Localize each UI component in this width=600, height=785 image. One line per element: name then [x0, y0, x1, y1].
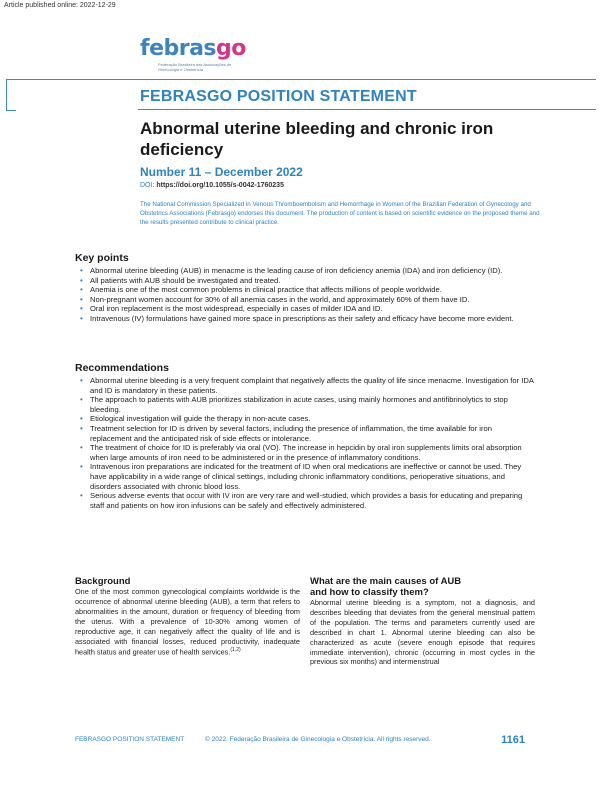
- header-bracket: [6, 79, 16, 111]
- recommendations-list: [75, 376, 535, 510]
- logo-subtitle: Federação Brasileira das Associações de Ginecologia e Obstetrícia: [158, 62, 232, 72]
- recommendations-heading: Recommendations: [75, 362, 169, 374]
- key-points-list: [75, 266, 535, 324]
- list-item: • Treatment selection for ID is driven by several factors, including the presence of inflammation, the time available for iron replacement and the anticipated risk of side effects or intolerance.: [75, 424, 535, 443]
- list-item: • Abnormal uterine bleeding (AUB) in menacme is the leading cause of iron deficiency anemia (IDA) and iron deficiency (ID).: [75, 266, 535, 276]
- logo-wordmark: febrasgo: [140, 36, 246, 61]
- causes-heading: What are the main causes of AUB and how to classify them?: [310, 576, 462, 598]
- background-column: [75, 576, 300, 658]
- issue-number: Number 11 – December 2022: [140, 165, 303, 179]
- list-item: • All patients with AUB should be investigated and treated.: [75, 276, 535, 286]
- citation-ref[interactable]: (1,2): [230, 647, 241, 654]
- page-footer: [75, 735, 525, 749]
- key-points-section: [75, 252, 535, 324]
- footer-copyright: © 2022. Federação Brasileira de Ginecologia e Obstetrícia. All rights reserved.: [205, 736, 431, 743]
- doi-link[interactable]: https://doi.org/10.1055/s-0042-1760235: [156, 182, 284, 189]
- list-item: • Etiological investigation will guide the therapy in non-acute cases.: [75, 414, 535, 424]
- list-item: • Non-pregnant women account for 30% of all anemia cases in the world, and approximately 60% of them have ID.: [75, 295, 535, 305]
- commission-statement: The National Commission Specialized in Venous Thromboembolism and Hemorrhage in Women of the Brazilian Federation of Gynecology and Obstetrics Associations (Febrasgo) endorses this document. The production of content is based on scientific evidence on the proposed theme and the results presented contribute to clinical practice.: [140, 201, 540, 226]
- list-item: • The treatment of choice for ID is preferably via oral (VO). The increase in hepcidin by oral iron supplements limits oral absorption when large amounts of iron need to be administered or in the presence of inflammatory conditions.: [75, 443, 535, 462]
- list-item: • Intravenous (IV) formulations have gained more space in prescriptions as their safety and efficacy have become more evident.: [75, 314, 535, 324]
- published-date: Article published online: 2022-12-29: [4, 2, 116, 9]
- list-item: • Intravenous iron preparations are indicated for the treatment of ID when oral medications are ineffective or cannot be used. They have applicability in a wide range of clinical settings, including chronic inflammatory conditions, perioperative situations, and disorders associated with chronic blood loss.: [75, 462, 535, 491]
- causes-text: Abnormal uterine bleeding is a symptom, not a diagnosis, and describes bleeding that deviates from the general menstrual pattern of the population. The terms and parameters currently used are described in chart 1. Abnormal uterine bleeding can also be characterized as acute (severe enough episode that requires immediate intervention), chronic (occurring in most cycles in the previous six months) and intermenstrual: [310, 598, 535, 667]
- febrasgo-logo: [140, 36, 246, 74]
- list-item: • Anemia is one of the most common problems in clinical practice that affects millions of people worldwide.: [75, 285, 535, 295]
- list-item: • The approach to patients with AUB prioritizes stabilization in acute cases, using mainly hormones and antifibrinolytics to stop bleeding.: [75, 395, 535, 414]
- list-item: • Serious adverse events that occur with IV iron are very rare and well-studied, which provides a basis for educating and preparing staff and patients on how iron infusions can be safely and effectively administered.: [75, 491, 535, 510]
- list-item: • Abnormal uterine bleeding is a very frequent complaint that negatively affects the quality of life since menacme. Investigation for IDA and ID is mandatory in these patients.: [75, 376, 535, 395]
- doi-line: [140, 182, 284, 189]
- background-text: One of the most common gynecological complaints worldwide is the occurrence of abnormal uterine bleeding (AUB), a term that refers to abnormalities in the amount, duration or frequency of bleeding from the uterus. With a prevalence of 10-30% among women of reproductive age, it can negatively affect the quality of life and is associated with financial losses, reduced productivity, inadequate health status and greater use of health services.$^{(1,2)}$: [75, 587, 300, 657]
- footer-journal: FEBRASGO POSITION STATEMENT: [75, 736, 185, 743]
- title-rule: [138, 109, 596, 110]
- background-heading: Background: [75, 576, 131, 587]
- page-number: 1161: [501, 734, 525, 746]
- list-item: • Oral iron replacement is the most widespread, especially in cases of milder IDA and ID.: [75, 304, 535, 314]
- causes-column: [310, 576, 535, 667]
- doi-label: DOI:: [140, 182, 155, 189]
- key-points-heading: Key points: [75, 252, 129, 264]
- recommendations-section: [75, 362, 535, 510]
- section-label: FEBRASGO POSITION STATEMENT: [140, 88, 417, 105]
- header-rule: [6, 79, 596, 80]
- article-title: Abnormal uterine bleeding and chronic iron deficiency: [140, 119, 494, 159]
